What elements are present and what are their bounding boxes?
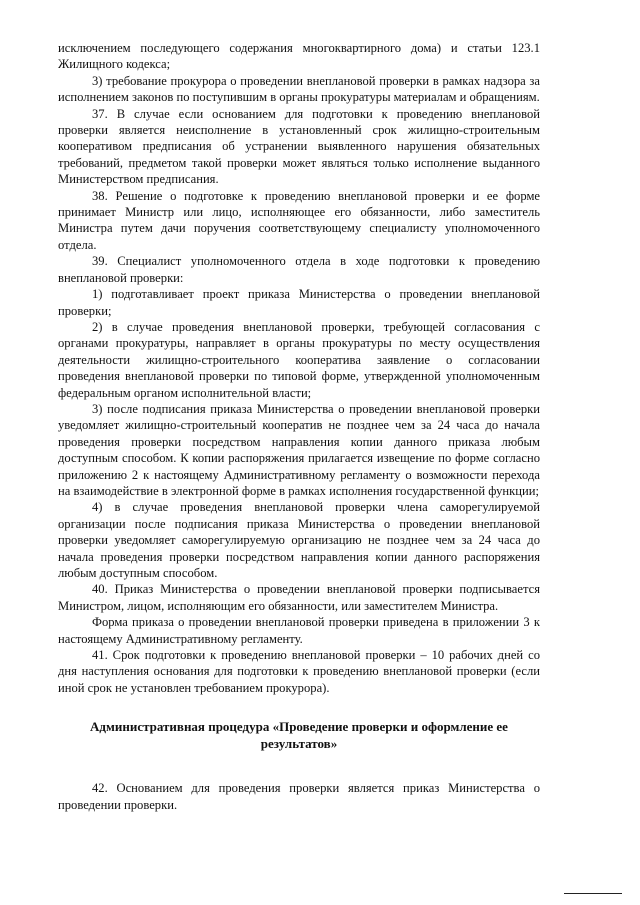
section-heading: Административная процедура «Проведение проверки и оформление ее результатов» bbox=[90, 719, 508, 752]
paragraph-40-form: Форма приказа о проведении внеплановой проверки приведена в приложении 3 к настоящему Административному регламенту. bbox=[58, 615, 540, 646]
paragraph-42: 42. Основанием для проведения проверки является приказ Министерства о проведении проверки. bbox=[58, 781, 540, 812]
paragraph-continuation: исключением последующего содержания многоквартирного дома) и статьи 123.1 Жилищного кодекса; bbox=[58, 41, 540, 72]
paragraph-39: 39. Специалист уполномоченного отдела в ходе подготовки к проведению внеплановой проверки: bbox=[58, 254, 540, 285]
paragraph-item-3: 3) требование прокурора о проведении внеплановой проверки в рамках надзора за исполнением законов по поступившим в органы прокуратуры материалам и обращениям. bbox=[58, 73, 540, 105]
paragraph-37: 37. В случае если основанием для подготовки к проведению внеплановой проверки является неисполнение в установленный срок жилищно-строительным кооперативом предписания об устранении выявленного нарушения обязательных требований, предметом такой проверки может являться только исполнение выданного Министерством предписания. bbox=[58, 106, 540, 187]
paragraph-39-item-1: 1) подготавливает проект приказа Министерства о проведении внеплановой проверки; bbox=[58, 287, 540, 318]
paragraph-39-item-2: 2) в случае проведения внеплановой проверки, требующей согласования с органами прокуратуры, направляет в органы прокуратуры по месту осуществления деятельности жилищно-строительного кооператива заявление о согласовании проведения внеплановой проверки по типовой форме, утвержденной уполномоченным федеральным органом исполнительной власти; bbox=[58, 319, 540, 400]
footer-rule bbox=[564, 893, 622, 894]
paragraph-39-item-3: 3) после подписания приказа Министерства о проведении внеплановой проверки уведомляет жилищно-строительный кооператив не позднее чем за 24 часа до начала проведения проверки посредством направления копии данного приказа любым доступным способом. К копии распоряжения прилагается извещение по форме согласно приложению 2 к настоящему Административному регламенту о возможности перехода на взаимодействие в электронной форме в рамках исполнения государственной функции; bbox=[58, 401, 540, 498]
paragraph-41: 41. Срок подготовки к проведению внеплановой проверки – 10 рабочих дней со дня наступления основания для подготовки к проведению внеплановой проверки (если иной срок не установлен требованием прокурора). bbox=[58, 648, 540, 695]
paragraph-38: 38. Решение о подготовке к проведению внеплановой проверки и ее форме принимает Министр или лицо, исполняющее его обязанности, либо заместитель Министра путем дачи поручения соответствующему специалисту уполномоченного отдела. bbox=[58, 188, 540, 252]
document-body bbox=[58, 40, 540, 813]
paragraph-40: 40. Приказ Министерства о проведении внеплановой проверки подписывается Министром, лицом, исполняющим его обязанности, или заместителем Министра. bbox=[58, 582, 540, 613]
paragraph-39-item-4: 4) в случае проведения внеплановой проверки члена саморегулируемой организации после подписания приказа Министерства о проведении внеплановой проверки уведомляет саморегулируемую организацию не позднее чем за 24 часа до начала проведения проверки посредством направления копии данного распоряжения любым доступным способом. bbox=[58, 500, 540, 580]
